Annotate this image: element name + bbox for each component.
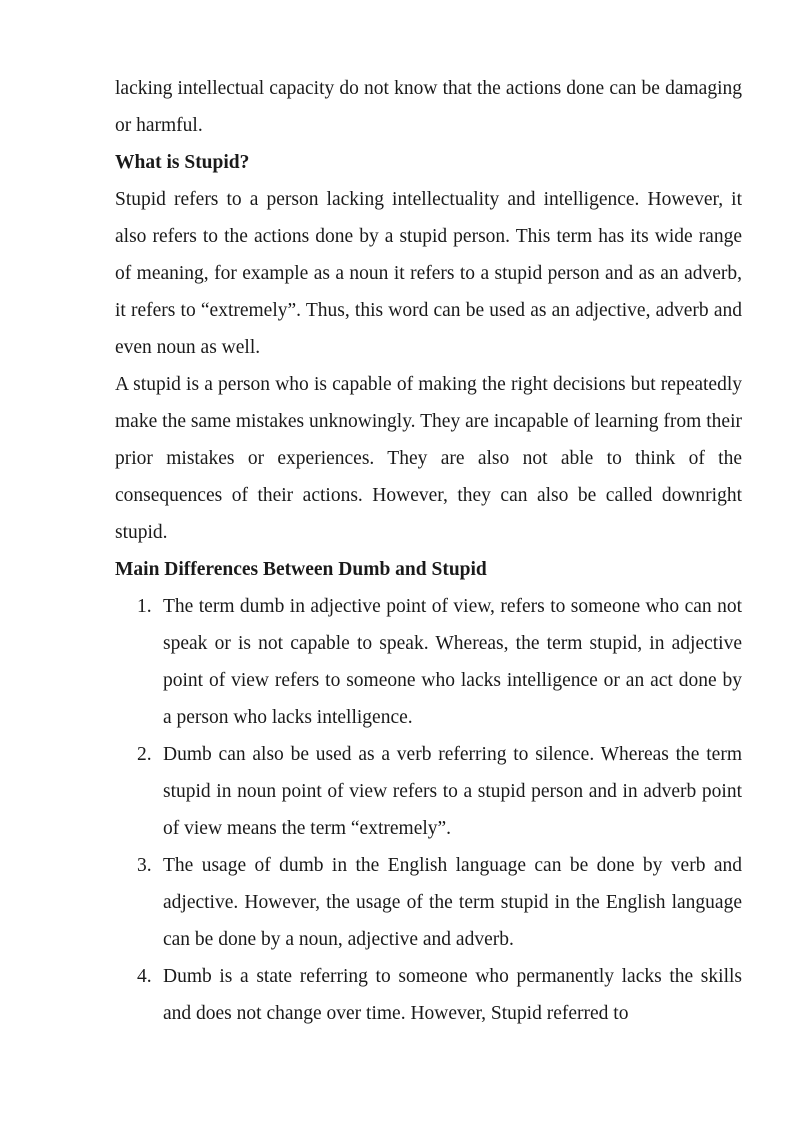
list-item [115, 958, 742, 1032]
list-number: 2. [137, 744, 152, 765]
list-number: 1. [137, 596, 152, 617]
list-item-text: The term dumb in adjective point of view, refers to someone who can not speak or is not capable to speak. Whereas, the term stupid, in adjective point of view refers to someone who lacks intelligence or an act done by a person who lacks intelligence. [163, 596, 742, 728]
list-item-text: Dumb can also be used as a verb referring to silence. Whereas the term stupid in noun point of view refers to a stupid person and in adverb point of view means the term “extremely”. [163, 744, 742, 839]
heading-main-differences: Main Differences Between Dumb and Stupid [115, 559, 487, 580]
paragraph-stupid-description: A stupid is a person who is capable of making the right decisions but repeatedly make the same mistakes unknowingly. They are incapable of learning from their prior mistakes or experiences. They are also not able to think of the consequences of their actions. However, they can also be called downright stupid. [115, 374, 742, 543]
paragraph-intro-end: lacking intellectual capacity do not know that the actions done can be damaging or harmful. [115, 78, 742, 136]
heading-what-is-stupid: What is Stupid? [115, 152, 250, 173]
paragraph-stupid-definition: Stupid refers to a person lacking intellectuality and intelligence. However, it also refers to the actions done by a stupid person. This term has its wide range of meaning, for example as a noun it refers to a stupid person and as an adverb, it refers to “extremely”. Thus, this word can be used as an adjective, adverb and even noun as well. [115, 189, 742, 358]
list-item [115, 736, 742, 847]
differences-list [115, 588, 742, 1032]
list-item [115, 588, 742, 736]
list-number: 4. [137, 966, 152, 987]
list-number: 3. [137, 855, 152, 876]
list-item-text: Dumb is a state referring to someone who permanently lacks the skills and does not change over time. However, Stupid referred to [163, 966, 742, 1024]
list-item-text: The usage of dumb in the English language can be done by verb and adjective. However, the usage of the term stupid in the English language can be done by a noun, adjective and adverb. [163, 855, 742, 950]
document-page [115, 70, 742, 1032]
list-item [115, 847, 742, 958]
